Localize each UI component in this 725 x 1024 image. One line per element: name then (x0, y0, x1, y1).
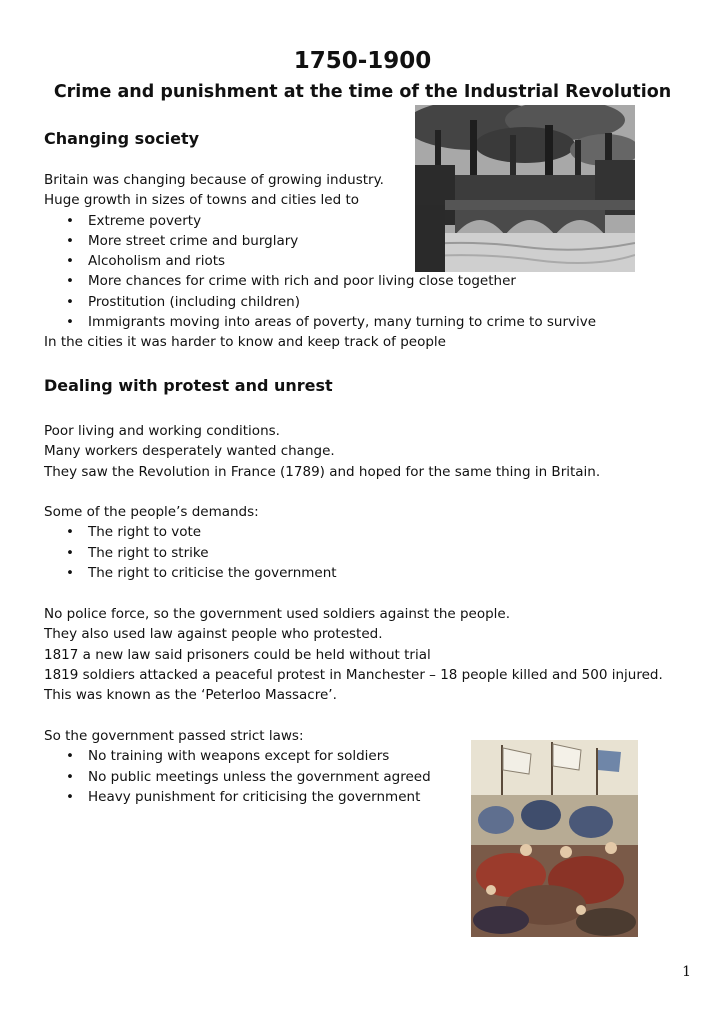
list-item: • Heavy punishment for criticising the government (44, 787, 684, 807)
peterloo-massacre-image (471, 740, 638, 937)
demands-block (44, 502, 684, 583)
list-item: • No training with weapons except for soldiers (44, 746, 684, 766)
body-line: Huge growth in sizes of towns and cities led to (44, 192, 360, 209)
list-item: • More street crime and burglary (44, 231, 684, 251)
bullet-list (44, 522, 684, 583)
list-item: • Alcoholism and riots (44, 251, 684, 271)
body-line: This was known as the ‘Peterloo Massacre’. (44, 687, 337, 704)
body-line: Britain was changing because of growing industry. (44, 172, 384, 188)
body-line: They also used law against people who protested. (44, 626, 383, 643)
government-actions-block (44, 604, 684, 705)
document-subtitle: Crime and punishment at the time of the Industrial Revolution (53, 82, 672, 102)
body-line: They saw the Revolution in France (1789) and hoped for the same thing in Britain. (44, 463, 601, 480)
document-title: 1750-1900 (293, 48, 432, 74)
list-item: • Extreme poverty (44, 211, 684, 231)
body-line: 1819 soldiers attacked a peaceful protest in Manchester – 18 people killed and 500 injured. (44, 666, 663, 683)
protest-intro (44, 421, 684, 482)
body-line: 1817 a new law said prisoners could be held without trial (44, 646, 431, 663)
body-line: Some of the people’s demands: (44, 504, 259, 520)
body-line: In the cities it was harder to know and keep track of people (44, 334, 446, 351)
body-line: Many workers desperately wanted change. (44, 443, 335, 460)
page-number: 1 (682, 964, 691, 980)
list-item: • Prostitution (including children) (44, 292, 684, 312)
body-line: So the government passed strict laws: (44, 728, 304, 744)
list-item: • The right to strike (44, 543, 684, 563)
list-item: • No public meetings unless the government agreed (44, 767, 684, 787)
body-line: Poor living and working conditions. (44, 423, 280, 439)
list-item: • The right to vote (44, 522, 684, 542)
list-item: • The right to criticise the government (44, 563, 684, 583)
list-item: • Immigrants moving into areas of poverty, many turning to crime to survive (44, 312, 684, 332)
section-heading-changing-society: Changing society (44, 129, 200, 148)
changing-society-body (44, 170, 684, 353)
body-line: No police force, so the government used soldiers against the people. (44, 606, 511, 622)
list-item: • More chances for crime with rich and poor living close together (44, 271, 684, 291)
section-heading-protest-unrest: Dealing with protest and unrest (44, 376, 333, 395)
bullet-list (44, 211, 684, 333)
